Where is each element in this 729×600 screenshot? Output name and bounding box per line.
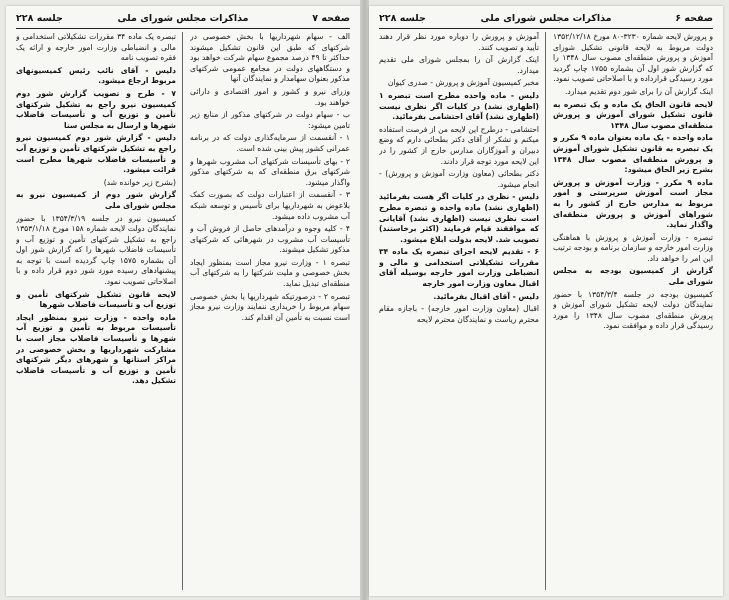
paragraph: گزارش از کمیسیون بودجه به مجلس شورای ملی [553, 266, 713, 287]
paragraph: ۱ - آنقسمت از سرمایه‌گذاری دولت که در برنامه عمرانی کشور پیش بینی شده است. [190, 133, 350, 153]
paragraph: ب - سهام دولت در شرکتهای مذکور از منابع زیر تامین میشود: [190, 110, 350, 130]
right-page-title: مذاکرات مجلس شورای ملی [480, 13, 612, 24]
paragraph: احتشامی - درطرح این لایحه من از فرصت استفاده میکنم و تشکر از آقای دکتر بطحائی دارم که وضع دبیران و آموزگاران مدارس خارج از کشور را در این لایحه مورد توجه قرار دادند. [379, 124, 539, 166]
right-page [369, 6, 723, 596]
left-page-columns [16, 32, 350, 590]
left-page-title: مذاکرات مجلس شورای ملی [117, 13, 249, 24]
paragraph: ۳ - آنقسمت از اعتبارات دولت که بصورت کمک بلاعوض به شهرداریها برای تأسیس و توسعه شبکه آب مشروب داده میشود. [190, 190, 350, 221]
paragraph: ۷ - طرح و تصویب گزارش شور دوم کمیسیون نیرو راجع به تشکیل شرکتهای تأمین و توزیع آب و تأسیسات فاضلاب شهرها و ارسال به مجلس سنا [16, 88, 176, 130]
paragraph: ۴ - کلیه وجوه و درآمدهای حاصل از فروش آب و تأسیسات آب مشروب در شهرهائی که شرکتهای مذکور تشکیل میشوند. [190, 224, 350, 255]
paragraph: کمیسیون بودجه در جلسه ۱۳۵۴/۳/۴ با حضور نمایندگان دولت لایحه تشکیل شورای آموزش و پرورش منطقه‌ای مصوب سال ۱۳۴۸ را مورد رسیدگی قرار داده و موافقت نمود. [553, 289, 713, 331]
paragraph: آموزش و پرورش را دوباره مورد نظر قرار دهند تأیید و تصویب کنند. [379, 32, 539, 52]
paragraph: الف - سهام شهرداریها با بخش خصوصی در شرکتهای که طبق این قانون تشکیل میشوند حداکثر تا ۴۹ درصد مجموع سهام شرکت خواهد بود و دستگاههای دولت در مجامع عمومی شرکتهای مذکور بعنوان سهامدار و نمایندگان آنها [190, 32, 350, 84]
paragraph: اینک گزارش آن را برای شور دوم تقدیم میدارد. [564, 86, 713, 96]
right-page-session: جلسه ۲۲۸ [379, 13, 426, 24]
paragraph: تبصره - وزارت آموزش و پرورش با هماهنگی وزارت امور خارجه و سازمان برنامه و بودجه ترتیب این امر را خواهد داد. [553, 232, 713, 263]
paragraph: وزرای نیرو و کشور و امور اقتصادی و دارائی خواهند بود. [190, 86, 350, 107]
right-page-number: صفحه ۶ [675, 13, 713, 24]
right-page-left-column [379, 32, 539, 590]
paragraph: دلیس - آقای اقبال بفرمائید. [433, 291, 539, 301]
right-page-columns [379, 32, 713, 590]
paragraph: اقبال (معاون وزارت امور خارجه) - باجازه مقام محترم ریاست و نمایندگان محترم لایحه [379, 304, 539, 324]
paragraph: اینک گزارش آن را بمجلس شورای ملی تقدیم میدارد. [379, 55, 539, 75]
column-divider [545, 32, 546, 590]
paragraph: لایحه قانون تشکیل شرکتهای تأمین و توزیع آب و تأسیسات فاضلاب شهرها [16, 289, 176, 310]
left-page-left-column [16, 32, 176, 590]
paragraph: دکتر بطحائی (معاون وزارت آموزش و پرورش) - انجام میشود. [379, 169, 539, 189]
paragraph: دلیس - ماده واحده مطرح است تبصره ۱ (اظهاری نشد) در کلیات اگر نظری نیست (اظهاری نشد) آقای احتشامی بفرمائید. [379, 90, 539, 122]
paragraph: ماده واحده - وزارت نیرو بمنظور ایجاد تأسیسات مربوط به تأمین و توزیع آب شهرها و تأسیسات فاضلاب مجاز است با مشارکت شهرداریها و بخش خصوصی در مراکز استانها و شهرهای دیگر شرکتهای تأمین و توزیع آب و تأسیسات فاضلاب تشکیل دهد. [16, 312, 176, 386]
paragraph: دلیس - نظری در کلیات اگر هست بفرمائید (اظهاری نشد) ماده واحده و تبصره مطرح است نظری نیست (اظهاری نشد) آقایانی که موافقند قیام فرمایند (اکثر برخاستند) تصویب شد. لایحه بدولت ابلاغ میشود. [379, 192, 539, 244]
paragraph: کمیسیون نیرو در جلسه ۱۳۵۴/۳/۱۹ با حضور نمایندگان دولت لایحه شماره ۱۵۸ مورخ ۱۳۵۳/۱/۱۸ راجع به تشکیل شرکتهای تأمین و توزیع آب و تأسیسات فاضلاب شهرها را که گزارش شور اول آن بشماره ۱۵۷۵ چاپ گردیده است با توجه به پیشنهادهای رسیده مورد شور دوم قرار داده و با اصلاحاتی تصویب نمود. [16, 213, 176, 287]
paragraph: تبصره یک ماده ۳۴ مقررات تشکیلاتی استخدامی و مالی و انضباطی وزارت امور خارجه و ارائه یک فقره تصویب نامه [16, 32, 176, 63]
paragraph: تبصره ۲ - درصورتیکه شهرداریها یا بخش خصوصی سهام مربوط را خریداری ننمایند وزارت نیرو مجاز است نسبت به تأمین آن اقدام کند. [190, 291, 350, 322]
paragraph: لایحه قانون الحاق یک ماده و یک تبصره به قانون تشکیل شورای آموزش و پرورش منطقه‌ای مصوب سال ۱۳۴۸ [553, 99, 713, 130]
paragraph: و پرورش لایحه شماره ۳۲۳۰-۸۰ مورخ ۱۳۵۲/۱۲/۱۸ دولت مربوط به لایحه قانونی تشکیل شورای آموزش و پرورش منطقه‌ای مصوب سال ۱۳۴۸ را که گزارش شور اول آن بشماره ۱۷۵۵ چاپ گردید مورد رسیدگی قرارداده و با اصلاحاتی تصویب نمود. [553, 32, 713, 84]
paragraph: (بشرح زیر خوانده شد) [103, 177, 176, 187]
left-page-right-column [190, 32, 350, 590]
paragraph: گزارش شور دوم از کمیسیون نیرو به مجلس شورای ملی [16, 190, 176, 210]
left-page-number: صفحه ۷ [312, 13, 350, 24]
paragraph: ۶ - تقدیم لایحه اجرای تبصره یک ماده ۳۴ مقررات تشکیلاتی استخدامی و مالی و انضباطی وزارت امور خارجه بوسیله آقای اقبال معاون وزارت امور خارجه [379, 247, 539, 289]
right-page-right-column [553, 32, 713, 590]
paragraph: تبصره ۱ - وزارت نیرو مجاز است بمنظور ایجاد بخش خصوصی و ملیت شرکتها را به شرکتهای آب منطقه‌ای تبدیل نماید. [190, 257, 350, 289]
paragraph: دلیس - آقای نائب رئیس کمیسیونهای مربوط ارجاع میشود. [16, 65, 176, 86]
book-gutter [360, 0, 369, 600]
paragraph: ماده ۹ مکرر - وزارت آموزش و پرورش مجاز است آموزش سرپرستی و امور مربوط به مدارس خارج از کشور را به شوراهای آموزش و پرورش منطقه‌ای واگذار نماید. [553, 177, 713, 230]
left-page-session: جلسه ۲۲۸ [16, 13, 63, 24]
column-divider [182, 32, 183, 590]
paragraph: دلیس - گزارش شور دوم کمیسیون نیرو راجع به تشکیل شرکتهای تأمین و توزیع آب و تأسیسات فاضلاب شهرها مطرح است قرائت میشود. [16, 133, 176, 175]
left-page [6, 6, 360, 596]
paragraph: مخبر کمیسیون آموزش و پرورش - صدری کیوان [387, 78, 539, 88]
left-page-header [16, 10, 350, 29]
paragraph: ماده واحده - یک ماده بعنوان ماده ۹ مکرر و یک تبصره به قانون تشکیل شورای آموزش و پرورش منطقه‌ای مصوب سال ۱۳۴۸ بشرح زیر الحاق میشود: [553, 133, 713, 175]
right-page-header [379, 10, 713, 29]
paragraph: ۲ - بهای تأسیسات شرکتهای آب مشروب شهرها و شرکتهای برق منطقه‌ای که به شرکتهای مذکور واگذار میشود. [190, 156, 350, 187]
